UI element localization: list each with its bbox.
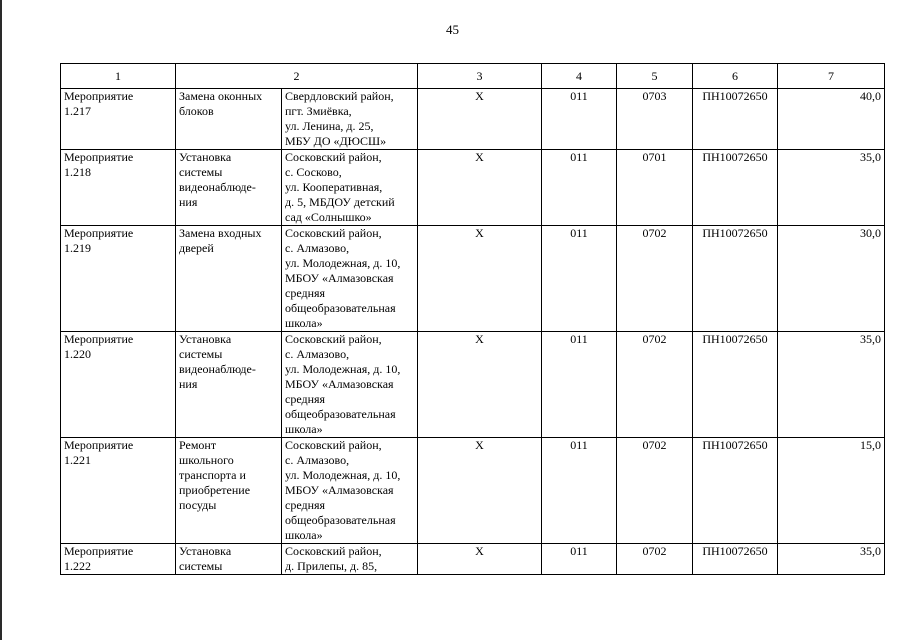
work-text: Замена оконных блоков — [179, 89, 263, 118]
location-text: Сосковский район, с. Алмазово, ул. Молодежная, д. 10, МБОУ «Алмазовская средняя общеобразовательная школа» — [285, 226, 401, 330]
event-text: Мероприятие 1.222 — [64, 544, 134, 573]
event-cell — [61, 150, 176, 226]
col3-cell: Х — [418, 226, 542, 332]
event-cell — [61, 438, 176, 544]
col4-cell: 011 — [542, 226, 617, 332]
budget-table — [60, 63, 885, 575]
location-text: Сосковский район, с. Алмазово, ул. Молодежная, д. 10, МБОУ «Алмазовская средняя общеобразовательная школа» — [285, 438, 401, 542]
col6-cell: ПН10072650 — [693, 226, 778, 332]
header-cell-6: 6 — [693, 64, 778, 89]
col7-cell: 35,0 — [778, 150, 885, 226]
col6-cell: ПН10072650 — [693, 332, 778, 438]
col3-cell: Х — [418, 150, 542, 226]
work-text: Ремонт школьного транспорта и приобретение посуды — [179, 438, 251, 512]
event-text: Мероприятие 1.217 — [64, 89, 134, 118]
work-cell — [176, 89, 282, 150]
location-cell — [282, 438, 418, 544]
location-cell — [282, 332, 418, 438]
col3-cell: Х — [418, 332, 542, 438]
location-cell — [282, 150, 418, 226]
col5-cell: 0702 — [617, 544, 693, 575]
page-number: 45 — [446, 22, 459, 37]
event-text: Мероприятие 1.221 — [64, 438, 134, 467]
event-cell — [61, 544, 176, 575]
event-cell — [61, 332, 176, 438]
col4-cell: 011 — [542, 544, 617, 575]
col5-cell: 0703 — [617, 89, 693, 150]
header-cell-1: 1 — [61, 64, 176, 89]
location-text: Сосковский район, д. Прилепы, д. 85, — [285, 544, 382, 573]
col3-cell: Х — [418, 89, 542, 150]
col4-cell: 011 — [542, 332, 617, 438]
table-row — [61, 438, 885, 544]
col4-cell: 011 — [542, 150, 617, 226]
header-cell-5: 5 — [617, 64, 693, 89]
location-text: Свердловский район, пгт. Змиёвка, ул. Ленина, д. 25, МБУ ДО «ДЮСШ» — [285, 89, 394, 148]
header-cell-4: 4 — [542, 64, 617, 89]
table-row — [61, 150, 885, 226]
header-cell-2: 2 — [176, 64, 418, 89]
event-cell — [61, 89, 176, 150]
table-row — [61, 226, 885, 332]
col3-cell: Х — [418, 438, 542, 544]
work-text: Установка системы видеонаблюде- ния — [179, 150, 256, 209]
table-row — [61, 332, 885, 438]
col6-cell: ПН10072650 — [693, 438, 778, 544]
event-text: Мероприятие 1.218 — [64, 150, 134, 179]
col5-cell: 0702 — [617, 332, 693, 438]
work-cell — [176, 544, 282, 575]
col7-cell: 30,0 — [778, 226, 885, 332]
header-cell-7: 7 — [778, 64, 885, 89]
col5-cell: 0702 — [617, 438, 693, 544]
header-cell-3: 3 — [418, 64, 542, 89]
page-left-edge — [0, 0, 2, 640]
work-cell — [176, 150, 282, 226]
col7-cell: 15,0 — [778, 438, 885, 544]
location-text: Сосковский район, с. Алмазово, ул. Молодежная, д. 10, МБОУ «Алмазовская средняя общеобразовательная школа» — [285, 332, 401, 436]
work-text: Установка системы — [179, 544, 232, 573]
col3-cell: Х — [418, 544, 542, 575]
work-text: Установка системы видеонаблюде- ния — [179, 332, 256, 391]
event-text: Мероприятие 1.219 — [64, 226, 134, 255]
col7-cell: 40,0 — [778, 89, 885, 150]
work-text: Замена входных дверей — [179, 226, 262, 255]
col5-cell: 0702 — [617, 226, 693, 332]
col5-cell: 0701 — [617, 150, 693, 226]
location-cell — [282, 544, 418, 575]
event-cell — [61, 226, 176, 332]
table-row — [61, 544, 885, 575]
location-text: Сосковский район, с. Сосково, ул. Кооперативная, д. 5, МБДОУ детский сад «Солнышко» — [285, 150, 395, 224]
col7-cell: 35,0 — [778, 544, 885, 575]
col6-cell: ПН10072650 — [693, 544, 778, 575]
col6-cell: ПН10072650 — [693, 150, 778, 226]
col6-cell: ПН10072650 — [693, 89, 778, 150]
col4-cell: 011 — [542, 438, 617, 544]
work-cell — [176, 438, 282, 544]
header-row — [61, 64, 885, 89]
work-cell — [176, 226, 282, 332]
event-text: Мероприятие 1.220 — [64, 332, 134, 361]
location-cell — [282, 226, 418, 332]
col7-cell: 35,0 — [778, 332, 885, 438]
col4-cell: 011 — [542, 89, 617, 150]
work-cell — [176, 332, 282, 438]
table-row — [61, 89, 885, 150]
location-cell — [282, 89, 418, 150]
